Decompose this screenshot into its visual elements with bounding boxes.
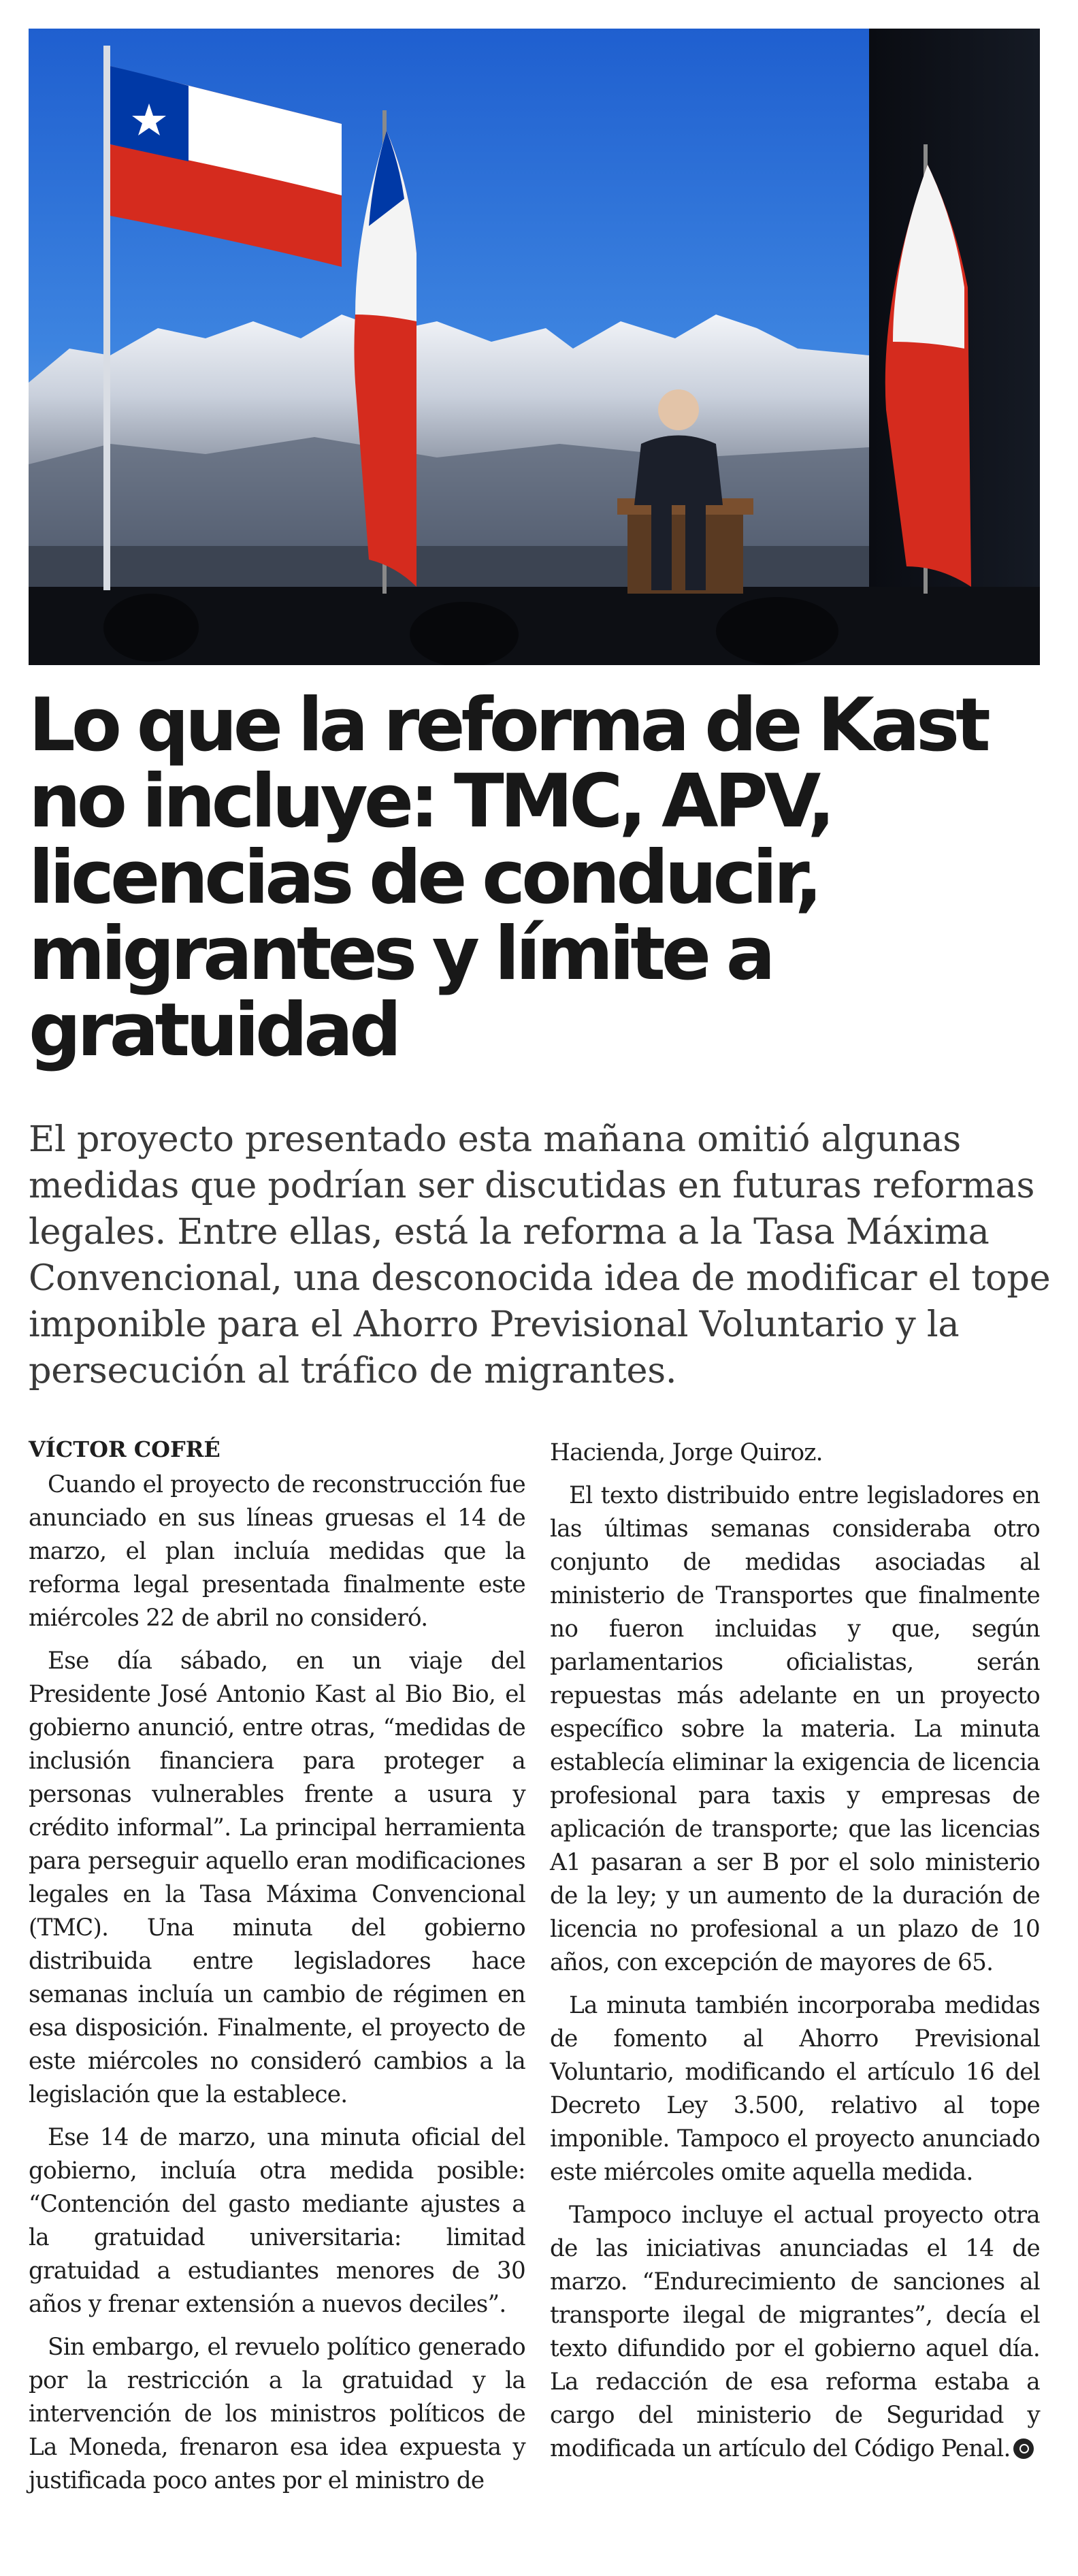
headline: Lo que la reforma de Kast no incluye: TMC, APV, licencias de conducir, migrantes y límite a gratuidad [29,683,987,1073]
body-paragraph-continuation: Hacienda, Jorge Quiroz. [550,1439,823,1466]
body-column-left [29,1434,525,2498]
body-paragraph: Sin embargo, el revuelo político generado por la restricción a la gratuidad y la intervención de los ministros políticos de La Moneda, frenaron esa idea expuesta y justificada poco antes por el ministro de [29,2334,525,2494]
body-paragraph: Ese día sábado, en un viaje del Presidente José Antonio Kast al Bio Bio, el gobierno anunció, entre otras, “medidas de inclusión financiera para proteger a personas vulnerables frente a usura y crédito informal”. La principal herramienta para perseguir aquello eran modificaciones legales en la Tasa Máxima Convencional (TMC). Una minuta del gobierno distribuida entre legisladores hace semanas incluía un cambio de régimen en esa disposición. Finalmente, el proyecto de este miércoles no consideró cambios a la legislación que la establece. [29,1647,525,2108]
body-column-right [550,1436,1040,2466]
last-paragraph-text: Tampoco incluye el actual proyecto otra de las iniciativas anunciadas el 14 de marzo. “Endurecimiento de sanciones al transporte ilegal de migrantes”, decía el texto difundido por el gobierno aquel día. La redacción de esa reforma estaba a cargo del ministerio de Seguridad y modificada un artículo del Código Penal. [550,2202,1040,2462]
end-of-article-icon [1013,2438,1034,2459]
body-paragraph-last [550,2199,1040,2466]
body-paragraph: La minuta también incorporaba medidas de fomento al Ahorro Previsional Voluntario, modificando el artículo 16 del Decreto Ley 3.500, relativo al tope imponible. Tampoco el proyecto anunciado este miércoles omite aquella medida. [550,1992,1040,2186]
body-paragraph: El texto distribuido entre legisladores en las últimas semanas consideraba otro conjunto de medidas asociadas al ministerio de Transportes que finalmente no fueron incluidas y que, según parlamentarios oficialistas, serán repuestas más adelante en un proyecto específico sobre la materia. La minuta establecía eliminar la exigencia de licencia profesional para taxis y empresas de aplicación de transporte; que las licencias A1 pasaran a ser B por el solo ministerio de la ley; y un aumento de la duración de licencia no profesional a un plazo de 10 años, con excepción de mayores de 65. [550,1482,1040,1976]
article-photo [29,29,1040,665]
body-paragraph: Cuando el proyecto de reconstrucción fue anunciado en sus líneas gruesas el 14 de marzo, el plan incluía medidas que la reforma legal presentada finalmente este miércoles 22 de abril no consideró. [29,1471,525,1632]
lead-paragraph: El proyecto presentado esta mañana omitió algunas medidas que podrían ser discutidas en futuras reformas legales. Entre ellas, está la reforma a la Tasa Máxima Convencional, una desconocida idea de modificar el tope imponible para el Ahorro Previsional Voluntario y la persecución al tráfico de migrantes. [29,1118,1051,1391]
body-paragraph: Ese 14 de marzo, una minuta oficial del gobierno, incluía otra medida posible: “Contención del gasto mediante ajustes a la gratuidad universitaria: limitad gratuidad a estudiantes menores de 30 años y frenar extensión a nuevos deciles”. [29,2124,525,2318]
byline: VÍCTOR COFRÉ [29,1436,220,1462]
